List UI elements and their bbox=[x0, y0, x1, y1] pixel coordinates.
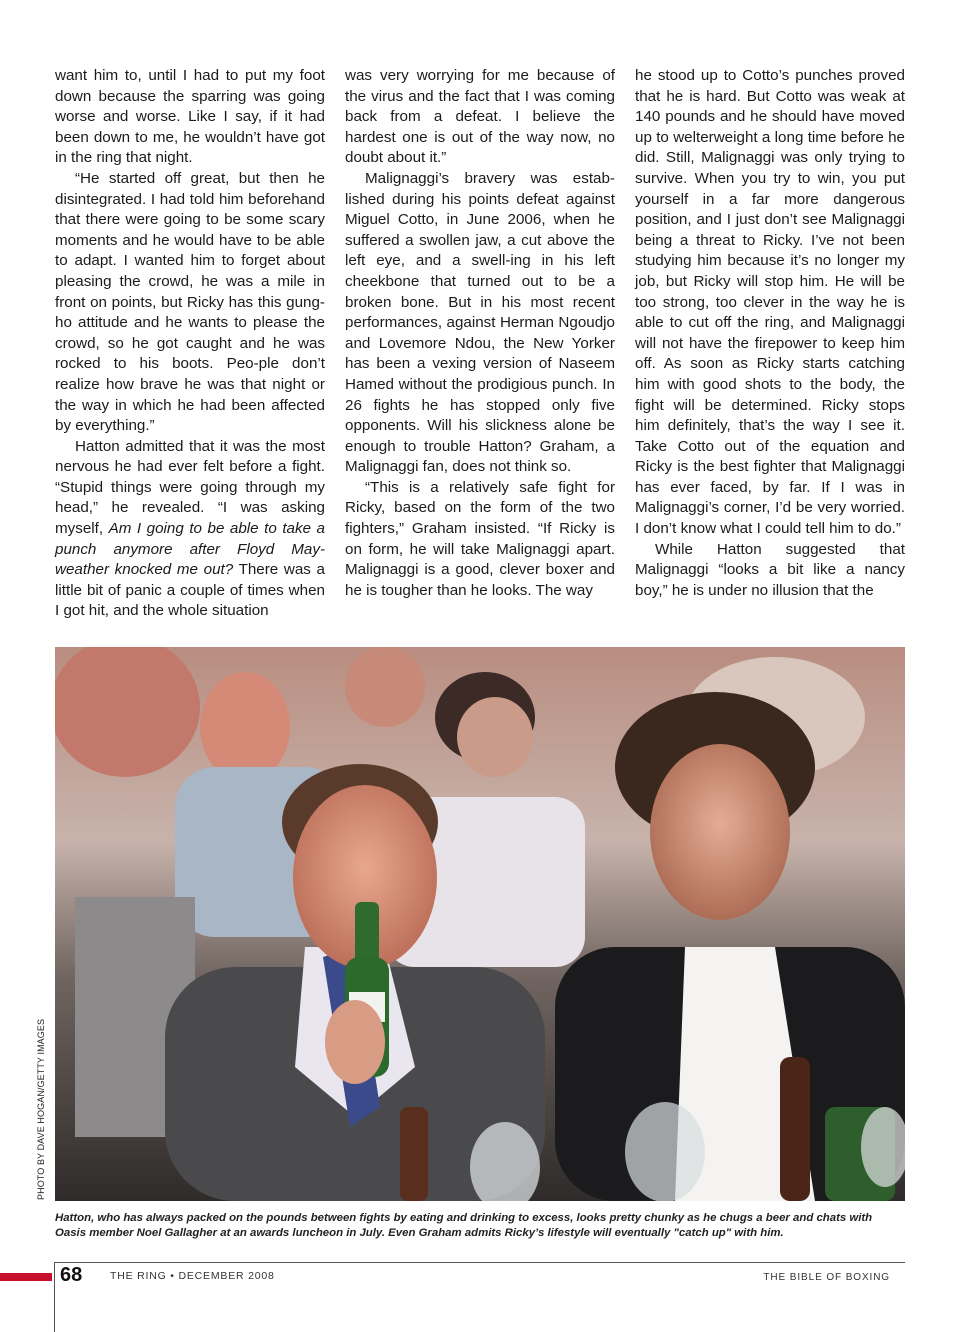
photo-credit: PHOTO BY DAVE HOGAN/GETTY IMAGES bbox=[36, 1018, 46, 1200]
paragraph: While Hatton suggested that Malignaggi “looks a bit like a nancy boy,” he is under no illusion that the bbox=[635, 540, 905, 599]
photo-illustration bbox=[55, 647, 905, 1201]
paragraph: want him to, until I had to put my foot down because the sparring was going worse and worse. Like I say, if it had been down to me, he wouldn’t have got in the ring that night. bbox=[55, 67, 325, 167]
magazine-tagline: THE BIBLE OF BOXING bbox=[763, 1272, 890, 1283]
paragraph: Malignaggi’s bravery was estab-lished during his points defeat against Miguel Cotto, in June 2006, when he suffered a swollen jaw, a cut above the left eye, and a swell-ing in his left cheekbone that turned out to be a broken bone. But in his most recent performances, against Herman Ngoudjo and Lovemore Ndou, the New Yorker has been a vexing version of Naseem Hamed without the prodigious punch. In 26 fights he has stopped only five opponents. Will his slickness alone be enough to trouble Hatton? Graham, a Malignaggi fan, does not think so. bbox=[345, 169, 615, 476]
footer-divider bbox=[54, 1262, 55, 1332]
photo-caption: Hatton, who has always packed on the pounds between fights by eating and drinking to excess, looks pretty chunky as he chugs a beer and chats with Oasis member Noel Gallagher at an awards luncheon in July. Even Graham admits Ricky’s lifestyle will eventually "catch up" with him. bbox=[55, 1212, 873, 1239]
article-column-3 bbox=[635, 66, 905, 601]
article-body bbox=[55, 66, 905, 636]
accent-bar bbox=[0, 1273, 52, 1281]
paragraph-text: Hatton admitted that it was the most nervous he had ever felt before a fight. “Stupid things were going through my head,” he revealed. “I was asking myself, bbox=[55, 437, 325, 538]
footer-rule bbox=[55, 1262, 905, 1263]
page-number: 68 bbox=[60, 1264, 83, 1286]
paragraph bbox=[55, 437, 325, 622]
magazine-issue: THE RING • DECEMBER 2008 bbox=[110, 1270, 275, 1282]
paragraph: “He started off great, but then he disintegrated. I had told him beforehand that there were going to be some scary moments and he would have to be able to adapt. I wanted him to forget about pleasing the crowd, he was a mile in front on points, but Ricky has this gung-ho attitude and he wants to please the crowd, so he got caught and he was rocked to his boots. Peo-ple don’t realize how brave he was that night or the way in which he had been affected by everything.” bbox=[55, 169, 325, 435]
paragraph: “This is a relatively safe fight for Ricky, based on the form of the two fighters,” Graham insisted. “If Ricky is on form, he will take Malignaggi apart. Malignaggi is a good, clever boxer and he is tougher than he looks. The way bbox=[345, 478, 615, 599]
paragraph: was very worrying for me because of the virus and the fact that I was coming back from a defeat. I believe the hardest one is out of the way now, no doubt about it.” bbox=[345, 67, 615, 167]
paragraph-text: There was a little bit of panic a couple of times when I got hit, and the whole situation bbox=[55, 561, 325, 620]
italic-quote: Am I going to be able to take a punch anymore after Floyd May-weather knocked me out? bbox=[55, 520, 325, 579]
paragraph: he stood up to Cotto’s punches proved that he is hard. But Cotto was weak at 140 pounds and he should have moved up to welterweight a long time before he did. Still, Malignaggi was only trying to survive. When you try to win, you put yourself in a far more dangerous position, and I just don’t see Malignaggi being a threat to Ricky. I’ve not been studying him because it’s no longer my job, but Ricky will stop him. He will be too strong, too clever in the way he is able to cut off the ring, and Malignaggi will not have the firepower to keep him off. As soon as Ricky starts catching him with good shots to the body, the fight will be determined. Ricky stops him definitely, that’s the way I see it. Take Cotto out of the equation and Ricky is the best fighter that Malignaggi has ever faced, by far. If I was in Malignaggi’s corner, I’d be very worried. I don’t know what I could tell him to do.” bbox=[635, 67, 905, 538]
event-photo bbox=[55, 647, 905, 1201]
article-column-2 bbox=[345, 66, 615, 601]
article-column-1 bbox=[55, 66, 325, 622]
